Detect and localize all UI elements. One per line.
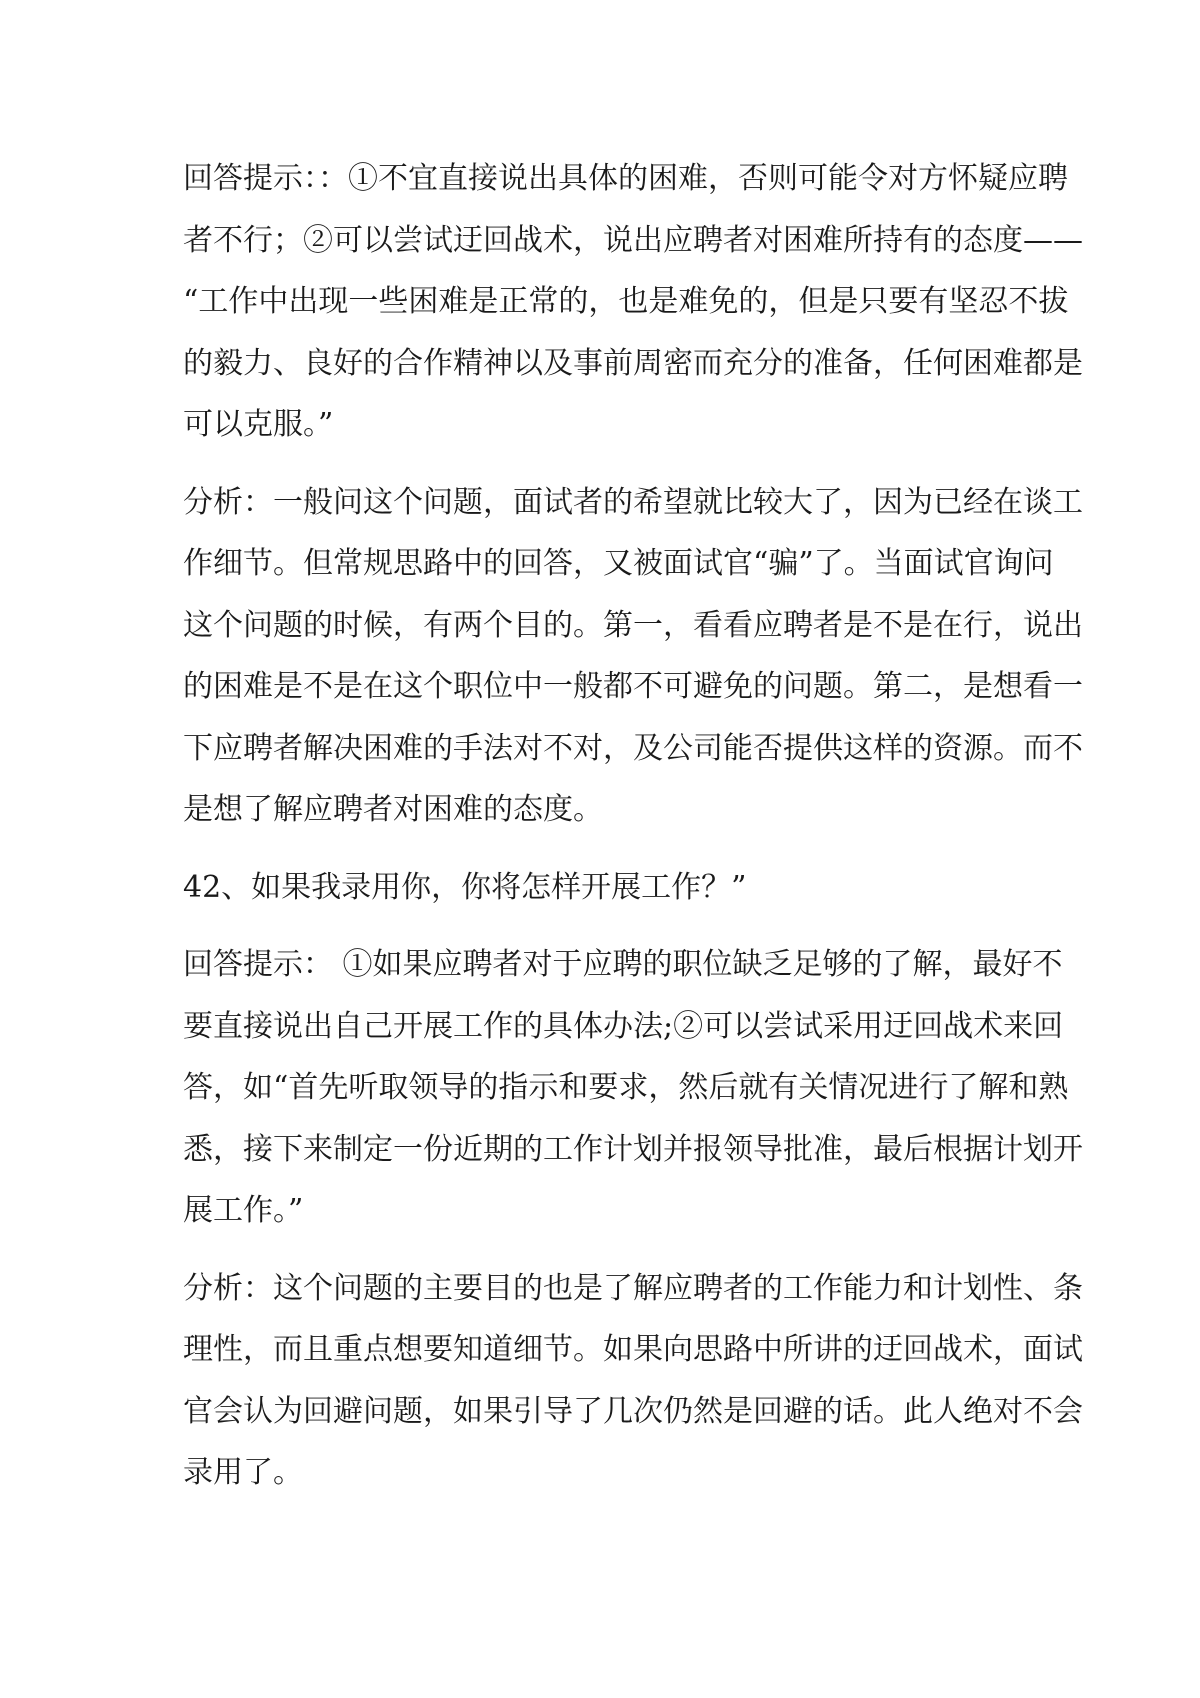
text-line: 官会认为回避问题，如果引导了几次仍然是回避的话。此人绝对不会 xyxy=(183,1393,1083,1429)
text-line: 的毅力、良好的合作精神以及事前周密而充分的准备，任何困难都是 xyxy=(183,345,1083,381)
answer-hint-42 xyxy=(183,934,1083,1242)
text-line: 是想了解应聘者对困难的态度。 xyxy=(183,792,603,827)
answer-hint-41 xyxy=(183,148,1083,456)
text-line: 悉，接下来制定一份近期的工作计划并报领导批准，最后根据计划开 xyxy=(183,1131,1083,1167)
text-line: 分析：一般问这个问题，面试者的希望就比较大了，因为已经在谈工 xyxy=(183,484,1083,520)
question-42 xyxy=(183,857,1023,919)
text-line: 下应聘者解决困难的手法对不对，及公司能否提供这样的资源。而不 xyxy=(183,730,1083,766)
text-line: 答，如“首先听取领导的指示和要求，然后就有关情况进行了解和熟 xyxy=(183,1070,1069,1105)
text-line: 展工作。” xyxy=(183,1193,304,1228)
text-line: 要直接说出自己开展工作的具体办法;②可以尝试采用迂回战术来回 xyxy=(183,1008,1064,1044)
analysis-41 xyxy=(183,472,1083,841)
text-line: 回答提示：：①不宜直接说出具体的困难，否则可能令对方怀疑应聘 xyxy=(183,161,1068,196)
text-line: 理性，而且重点想要知道细节。如果向思路中所讲的迂回战术，面试 xyxy=(183,1332,1083,1367)
text-line: 分析：这个问题的主要目的也是了解应聘者的工作能力和计划性、条 xyxy=(183,1270,1083,1306)
text-line: “工作中出现一些困难是正常的，也是难免的，但是只要有坚忍不拔 xyxy=(183,284,1069,319)
text-line: 作细节。但常规思路中的回答，又被面试官“骗”了。当面试官询问 xyxy=(183,546,1054,581)
text-line: 回答提示： ①如果应聘者对于应聘的职位缺乏足够的了解，最好不 xyxy=(183,947,1063,982)
document-body xyxy=(183,148,1083,1504)
text-line: 的困难是不是在这个职位中一般都不可避免的问题。第二，是想看一 xyxy=(183,669,1083,704)
text-line: 录用了。 xyxy=(183,1455,303,1490)
text-line: 可以克服。” xyxy=(183,407,334,442)
analysis-42 xyxy=(183,1258,1083,1504)
text-line: 这个问题的时候，有两个目的。第一，看看应聘者是不是在行，说出 xyxy=(183,607,1083,643)
question-heading: 42、如果我录用你，你将怎样开展工作？” xyxy=(183,869,747,905)
text-line: 者不行；②可以尝试迂回战术，说出应聘者对困难所持有的态度—— xyxy=(183,222,1083,258)
